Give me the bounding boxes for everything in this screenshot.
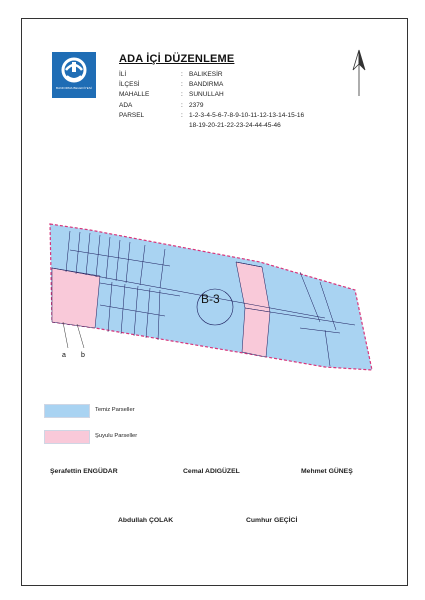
legend-swatch-clean [44, 404, 90, 418]
signature-5: Cumhur GEÇİCİ [246, 517, 298, 524]
info-value-parsel: 1-2-3-4-5-6-7-8-9-10-11-12-13-14-15-16 [189, 111, 305, 119]
info-value-parsel-cont: 18-19-20-21-22-23-24-44-45-46 [189, 122, 281, 130]
logo-caption: BANDIRMA BELEDİYESİ [56, 86, 92, 90]
document-title: ADA İÇİ DÜZENLEME [119, 53, 235, 65]
info-key-mahalle: MAHALLE [119, 91, 150, 99]
legend-label-clean: Temiz Parseller [95, 407, 135, 413]
parcel-map [42, 212, 382, 387]
label-b: b [81, 352, 85, 359]
signature-4: Abdullah ÇOLAK [118, 517, 174, 524]
municipality-logo [52, 52, 96, 98]
info-value-il: BALIKESİR [189, 71, 223, 78]
info-value-ada: 2379 [189, 101, 204, 109]
info-key-il: İLİ [119, 71, 127, 78]
signature-1: Şerafettin ENGÜDAR [50, 468, 118, 475]
label-a: a [62, 352, 66, 359]
parcel-info: İLİ : BALIKESİR İLÇESİ : BANDIRMA MAHALLE : SUNULLAH ADA : 2379 PARSEL : 1-2-3-4-5-6-7-8-9-10-11-12-13-14-15-16 18-19-20-21-22-23-24-44-45-46 [119, 70, 304, 131]
block-label: B-3 [201, 292, 220, 306]
signature-2: Cemal ADIGÜZEL [183, 468, 240, 475]
info-key-parsel: PARSEL [119, 111, 145, 119]
north-arrow-icon [352, 48, 366, 103]
legend-label-shared: Şuyulu Parseller [95, 433, 138, 439]
info-value-mahalle: SUNULLAH [189, 91, 224, 99]
info-key-ilce: İLÇESİ [119, 81, 140, 89]
info-key-ada: ADA [119, 101, 133, 109]
signature-3: Mehmet GÜNEŞ [301, 468, 353, 475]
info-value-ilce: BANDIRMA [189, 81, 224, 89]
legend-swatch-shared [44, 430, 90, 444]
